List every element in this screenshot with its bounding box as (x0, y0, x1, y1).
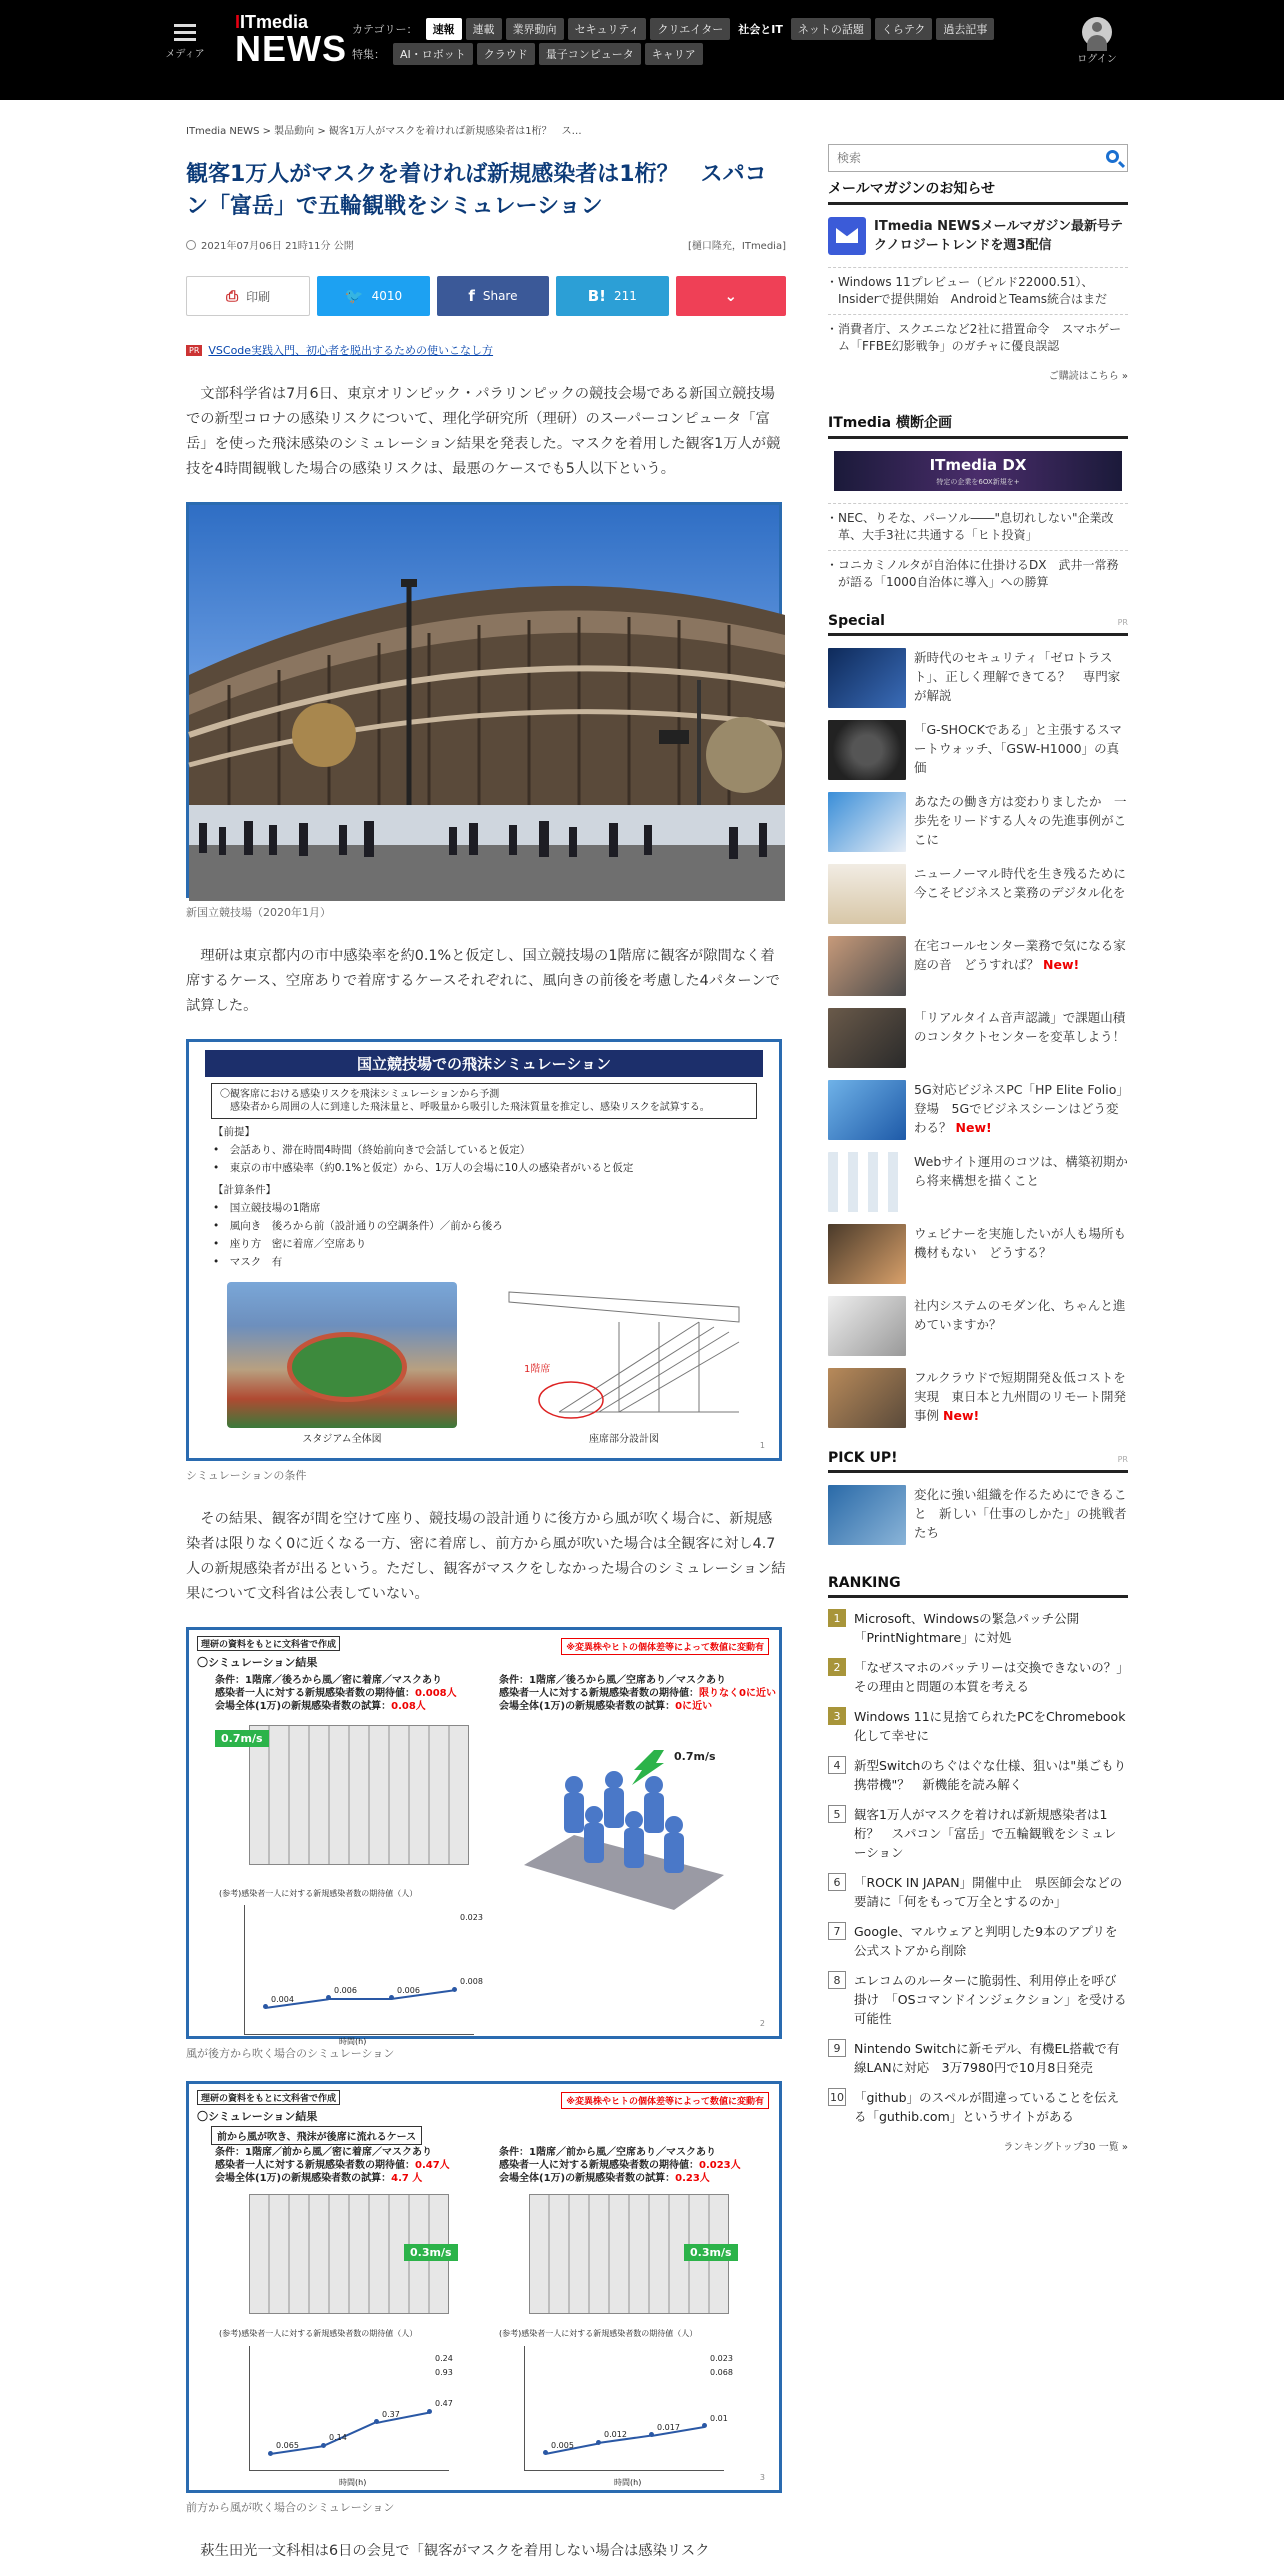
special-list (828, 648, 1139, 1428)
hatena-bookmark-button[interactable]: B! 211 (556, 276, 668, 316)
expected-value-chart-right (524, 2346, 733, 2471)
thumbnail (828, 1485, 906, 1545)
promo-badge: PR (186, 345, 202, 356)
special-item[interactable]: 新時代のセキュリティ「ゼロトラスト」、正しく理解できてる？ 専門家が解説 (828, 648, 1128, 708)
chart-data-label: 0.004 (271, 1994, 294, 2004)
hatena-icon: B! (587, 287, 607, 305)
seat-blueprint-caption: 座席部分設計図 (589, 1434, 659, 1445)
category-sokuhou[interactable]: 速報 (426, 18, 462, 40)
chart-line-segment (328, 1998, 391, 2000)
seat-blueprint-image (499, 1282, 749, 1428)
author: [樋口隆充，ITmedia] (687, 241, 786, 252)
chart-data-label: 0.14 (329, 2433, 347, 2443)
paragraph-2: 理研は東京都内の市中感染率を約0.1%と仮定し、国立競技場の1階席に観客が隙間なく着席するケース、空席ありで着席するケースそれぞれに、風向きの前後を考慮した4パターンで試算した。 (186, 948, 780, 1014)
paragraph-1: 文部科学省は7月6日、東京オリンピック・パラリンピックの競技会場である新国立競技場での新型コロナの感染リスクについて、理化学研究所（理研）のスーパーコンピュータ「富岳」を使った飛沫感染のシミュレーション結果を発表した。マスクを着用した観客1万人が競技を4時間観戦した場合の感染リスクは、最悪のケースでも5人以下という。 (186, 386, 781, 477)
chart-point (702, 2423, 707, 2428)
site-header (0, 0, 1284, 100)
chart-point (452, 1987, 457, 1992)
mail-icon (828, 217, 866, 255)
caption-rear-wind: 風が後方から吹く場合のシミュレーション (186, 2047, 395, 2060)
cond-4: • マスク 有 (213, 1256, 283, 1268)
chart-title-left: (参考)感染者一人に対する新規感染者数の期待値（人） (219, 2329, 418, 2338)
chart-data-label: 0.47 (435, 2399, 453, 2409)
feature-career[interactable]: キャリア (645, 43, 703, 65)
premise-2: • 東京の市中感染率（約0.1%と仮定）から、1万人の会場に10人の感染者がいると仮定 (213, 1162, 634, 1174)
special-item[interactable]: 在宅コールセンター業務で気になる家庭の音 どうすれば？ New! (828, 936, 1128, 996)
ranking-item[interactable]: 10 「github」のスペルが間違っていることを伝える「guthib.com」というサイトがある (830, 2090, 1120, 2124)
case-note: 前から風が吹き、飛沫が後席に流れるケース (211, 2126, 422, 2145)
figure-subtitle: 〇シミュレーション結果 (197, 1656, 318, 1669)
logo-itmedia: IITmedia (235, 12, 309, 32)
mailmag-list (828, 267, 1128, 361)
chart-data-label: 0.37 (382, 2409, 400, 2419)
wind-speed-label-right: 0.3m/s (684, 2244, 738, 2261)
caption-front-wind: 前方から風が吹く場合のシミュレーション (186, 2501, 395, 2514)
chart-xlabel-left: 時間(h) (339, 2478, 367, 2487)
special-heading: Special PR (828, 613, 1128, 636)
menu-label: メディア (165, 49, 205, 60)
figure-page-number: 3 (759, 2473, 765, 2482)
hamburger-icon (163, 24, 207, 41)
caption-photo: 新国立競技場（2020年1月） (186, 906, 331, 919)
facebook-share-button[interactable]: f Share (437, 276, 549, 316)
thumbnail (828, 648, 906, 708)
category-security[interactable]: セキュリティ (568, 18, 647, 40)
pickup-item[interactable]: 変化に強い組織を作るためにできること 新しい「仕事のしかた」の挑戦者たち (828, 1485, 1128, 1545)
thumbnail (828, 792, 906, 852)
facebook-icon: f (468, 287, 475, 305)
feature-quantum[interactable]: 量子コンピュータ (539, 43, 641, 65)
ranking-more-link[interactable]: ランキングトップ30 一覧 » (1003, 2142, 1128, 2153)
category-rensai[interactable]: 連載 (466, 18, 502, 40)
ranking-item[interactable]: 5 観客1万人がマスクを着ければ新規感染者は1桁？ スパコン「富岳」で五輪観戦をシミュレーション (828, 1805, 1128, 1862)
category-kurateku[interactable]: くらテク (875, 18, 933, 40)
right-condition: 条件：1階席／後ろから風／空席あり／マスクあり 感染者一人に対する新規感染者数の期待値：限りなく0に近い 会場全体(1万)の新規感染者数の試算：0に近い (499, 1675, 776, 1712)
print-button[interactable]: ⎙ 印刷 (186, 276, 310, 316)
article (186, 122, 786, 2564)
ranking-item[interactable]: 7 Google、マルウェアと判明した9本のアプリを公式ストアから削除 (828, 1922, 1128, 1960)
stadium-overview-image (227, 1282, 457, 1428)
blueprint-label: 1階席 (524, 1364, 551, 1375)
thumbnail (828, 720, 906, 780)
premise-1: • 会話あり、滞在時間4時間（終始前向きで会話していると仮定） (213, 1144, 531, 1156)
thumbnail (828, 1224, 906, 1284)
special-item[interactable]: あなたの働き方は変わりましたか 一歩先をリードする人々の先進事例がここに (828, 792, 1128, 852)
simulation-result-rear-wind[interactable] (186, 1627, 782, 2046)
chart-data-label: 0.24 (435, 2354, 453, 2363)
cross-heading: ITmedia 横断企画 (828, 412, 1128, 439)
feature-nav (352, 43, 707, 65)
login-button[interactable] (1070, 17, 1124, 65)
droplet-heatmap-left (249, 1725, 469, 1865)
user-icon (1082, 17, 1112, 47)
thumbnail (828, 864, 906, 924)
expected-value-chart-left (249, 2346, 453, 2471)
special-item[interactable]: ウェビナーを実施したいが人も場所も機材もない どうする？ (828, 1224, 1128, 1284)
figure-source-tag: 理研の資料をもとに文科省で作成 (197, 2090, 340, 2105)
chart-data-label: 0.01 (710, 2413, 728, 2423)
chart-title: (参考)感染者一人に対する新規感染者数の期待値（人） (219, 1889, 418, 1898)
thumbnail (828, 936, 906, 996)
special-item[interactable]: 5G対応ビジネスPC「HP Elite Folio」登場 5Gでビジネスシーンはどう変わる？ New! (828, 1080, 1128, 1140)
print-icon: ⎙ (226, 287, 239, 305)
cond-3: • 座り方 密に着席／空席あり (213, 1238, 367, 1250)
ranking-list (828, 1609, 1136, 2126)
wind-speed-label-right: 0.7m/s (674, 1750, 716, 1763)
thumbnail (828, 1152, 906, 1212)
stadium-photo[interactable] (186, 502, 782, 898)
cond-1: • 国立競技場の1階席 (213, 1202, 321, 1214)
logo-news: NEWS (235, 28, 347, 69)
simulation-result-front-wind[interactable] (186, 2081, 782, 2493)
search-icon[interactable] (1106, 150, 1119, 163)
special-item[interactable]: Webサイト運用のコツは、構築初期から将来構想を描くこと (828, 1152, 1128, 1212)
figure-source-tag: 理研の資料をもとに文科省で作成 (197, 1636, 340, 1651)
feature-label: 特集： (352, 48, 385, 61)
chart-xlabel: 時間(h) (339, 2037, 367, 2046)
ranking-item[interactable]: 1 Microsoft、Windowsの緊急パッチ公開「PrintNightmare」に対処 (828, 1609, 1128, 1647)
category-creator[interactable]: クリエイター (650, 18, 730, 40)
chart-data-label: 0.93 (435, 2368, 453, 2377)
thumbnail (828, 1368, 906, 1428)
cross-item[interactable]: ・ NEC、りそな、パーソル――"息切れしない"企業改革、大手3社に共通する「ヒト投資」 (828, 503, 1128, 550)
paragraph-3: その結果、観客が間を空けて座り、競技場の設計通りに後方から風が吹く場合に、新規感染者は限りなく0に近くなる一方、密に着席し、前方から風が吹いた場合は全観客に対し4.7人の新規感染者が出るという。ただし、観客がマスクをしなかった場合のシミュレーション結果について文科省は公表していない。 (186, 1511, 786, 1602)
category-industry[interactable]: 業界動向 (506, 18, 564, 40)
right-condition: 条件：1階席／前から風／空席あり／マスクあり 感染者一人に対する新規感染者数の期待値：0.023人 会場全体(1万)の新規感染者数の試算：0.23人 (499, 2147, 741, 2184)
feature-ai[interactable]: AI・ロボット (393, 43, 473, 65)
mailmag-heading: メールマガジンのお知らせ (828, 178, 1128, 205)
pocket-button[interactable] (676, 276, 786, 316)
itmedia-dx-banner[interactable]: ITmedia DX 特定の企業を6OX新規を+ (834, 451, 1122, 491)
figure-warning-tag: ※変異株やヒトの個体差等によって数値に変動有 (561, 2092, 769, 2109)
ranking-item[interactable]: 2 「なぜスマホのバッテリーは交換できないの？」 その理由と問題の本質を考える (828, 1658, 1128, 1696)
category-net[interactable]: ネットの話題 (791, 18, 871, 40)
special-item[interactable]: フルクラウドで短期開発＆低コストを実現 東日本と九州間のリモート開発事例 New! (828, 1368, 1128, 1428)
paragraph-4: 萩生田光一文科相は6日の会見で「観客がマスクを着用しない場合は感染リスク (200, 2543, 710, 2559)
cross-list (828, 503, 1128, 597)
ranking-item[interactable]: 8 エレコムのルーターに脆弱性、利用停止を呼び掛け 「OSコマンドインジェクション」を受ける可能性 (828, 1971, 1128, 2028)
menu-button[interactable] (163, 20, 207, 60)
pocket-icon: ⌄ (724, 287, 738, 305)
chart-data-label: 0.012 (604, 2430, 627, 2440)
simulation-conditions-figure[interactable] (186, 1039, 782, 1461)
figure-subtitle: 〇シミュレーション結果 (197, 2110, 318, 2123)
premise-head: 【前提】 (213, 1126, 255, 1138)
pickup-heading: PICK UP! PR (828, 1450, 1128, 1473)
figure-title: 国立競技場での飛沫シミュレーション (205, 1050, 763, 1077)
share-bar (186, 276, 786, 316)
chart-point (427, 2409, 432, 2414)
sidebar (828, 144, 1139, 2153)
promo-link (186, 342, 786, 358)
special-item[interactable]: 社内システムのモダン化、ちゃんと進めていますか？ (828, 1296, 1128, 1356)
chart-data-label: 0.017 (657, 2422, 680, 2432)
chart-data-label: 0.068 (710, 2368, 733, 2377)
thumbnail (828, 1296, 906, 1356)
cond-head: 【計算条件】 (213, 1184, 276, 1196)
caption-conditions: シミュレーションの条件 (186, 1469, 307, 1482)
breadcrumb[interactable]: ITmedia NEWS > 製品動向 > 観客1万人がマスクを着ければ新規感染者は1桁？ ス… (186, 126, 582, 137)
left-condition: 条件：1階席／前から風／密に着席／マスクあり 感染者一人に対する新規感染者数の期待値：0.47人 会場全体(1万)の新規感染者数の試算：4.7 人 (215, 2147, 450, 2184)
chart-data-label: 0.023 (710, 2354, 733, 2363)
expected-value-chart (244, 1905, 483, 2035)
ranking-heading: RANKING (828, 1575, 1128, 1598)
chart-data-label: 0.065 (276, 2441, 299, 2451)
special-item[interactable]: ニューノーマル時代を生き残るために 今こそビジネスと業務のデジタル化を (828, 864, 1128, 924)
figure-warning-tag: ※変異株やヒトの個体差等によって数値に変動有 (561, 1638, 769, 1655)
chart-data-label: 0.005 (551, 2440, 574, 2450)
figure-page-number: 1 (759, 1441, 765, 1450)
clock-icon (186, 240, 196, 250)
mailmag-subscribe-link[interactable]: ご購読はこちら » (1048, 371, 1128, 382)
search-box (828, 144, 1128, 172)
ranking-item[interactable]: 4 新型Switchのちぐはぐな仕様、狙いは"巣ごもり携帯機"？ 新機能を読み解く (828, 1756, 1128, 1794)
twitter-icon: 🐦 (344, 287, 364, 305)
special-item[interactable]: 「G-SHOCKである」と主張するスマートウォッチ、「GSW-H1000」の真価 (828, 720, 1128, 780)
category-label: カテゴリー： (352, 23, 418, 36)
category-nav (352, 18, 998, 40)
ranking-item[interactable]: 6 「ROCK IN JAPAN」開催中止 県医師会などの要請に「何をもって万全とするのか」 (828, 1873, 1128, 1911)
category-archive[interactable]: 過去記事 (936, 18, 994, 40)
cond-2: • 風向き 後ろから前（設計通りの空調条件）／前から後ろ (213, 1220, 503, 1232)
article-meta (186, 237, 786, 252)
thumbnail (828, 1080, 906, 1140)
figure-page-number: 2 (759, 2019, 765, 2028)
twitter-share-button[interactable]: 🐦 4010 (317, 276, 429, 316)
droplet-3d-model (524, 1745, 724, 1915)
chart-data-label: 0.006 (397, 1985, 420, 1995)
special-item[interactable]: 「リアルタイム音声認識」で課題山積のコンタクトセンターを変革しよう！ (828, 1008, 1128, 1068)
ranking-item[interactable]: 9 Nintendo Switchに新モデル、有機EL搭載で有線LANに対応 3万7980円で10月8日発売 (828, 2039, 1128, 2077)
search-input[interactable] (829, 145, 1127, 171)
mailmag-promo[interactable] (828, 217, 1128, 255)
chart-data-label: 0.006 (334, 1985, 357, 1995)
promo-link-text[interactable]: VSCode実践入門、初心者を脱出するための使いこなし方 (208, 344, 494, 357)
mailmag-item[interactable]: ・ Windows 11プレビュー（ビルド22000.51）、Insiderで提供開始 AndroidとTeams統合はまだ (828, 267, 1128, 314)
site-logo[interactable] (235, 12, 347, 69)
left-condition: 条件：1階席／後ろから風／密に着席／マスクあり 感染者一人に対する新規感染者数の期待値：0.008人 会場全体(1万)の新規感染者数の試算：0.08人 (215, 1675, 457, 1712)
cross-item[interactable]: ・ コニカミノルタが自治体に仕掛けるDX 武井一常務が語る「1000自治体に導入」への勝算 (828, 550, 1128, 597)
feature-cloud[interactable]: クラウド (477, 43, 535, 65)
chart-xlabel-right: 時間(h) (614, 2478, 642, 2487)
thumbnail (828, 1008, 906, 1068)
chart-data-label: 0.023 (460, 1913, 483, 1922)
figure-summary: 〇観客席における感染リスクを飛沫シミュレーションから予測 感染者から周囲の人に到達した飛沫量と、呼吸量から吸引した飛沫質量を推定し、感染リスクを試算する。 (211, 1083, 757, 1119)
mailmag-item[interactable]: ・ 消費者庁、スクエニなど2社に措置命令 スマホゲーム「FFBE幻影戦争」のガチャに優良誤認 (828, 314, 1128, 361)
wind-speed-label: 0.3m/s (404, 2244, 458, 2261)
chart-data-label: 0.008 (460, 1977, 483, 1987)
mailmag-title: ITmedia NEWSメールマガジン最新号テクノロジートレンドを週3配信 (874, 219, 1124, 253)
login-label: ログイン (1077, 54, 1117, 65)
ranking-item[interactable]: 3 Windows 11に見捨てられたPCをChromebook化して幸せに (828, 1707, 1128, 1745)
chart-title-right: (参考)感染者一人に対する新規感染者数の期待値（人） (499, 2329, 698, 2338)
stadium-image (189, 505, 785, 901)
article-title: 観客1万人がマスクを着ければ新規感染者は1桁？ スパコン「富岳」で五輪観戦をシミュレーション (186, 162, 767, 219)
publish-date: 2021年07月06日 21時11分 公開 (186, 237, 354, 252)
category-society[interactable]: 社会とIT (738, 23, 783, 36)
wind-speed-label: 0.7m/s (215, 1730, 269, 1747)
stadium-overview-caption: スタジアム全体図 (302, 1434, 382, 1445)
